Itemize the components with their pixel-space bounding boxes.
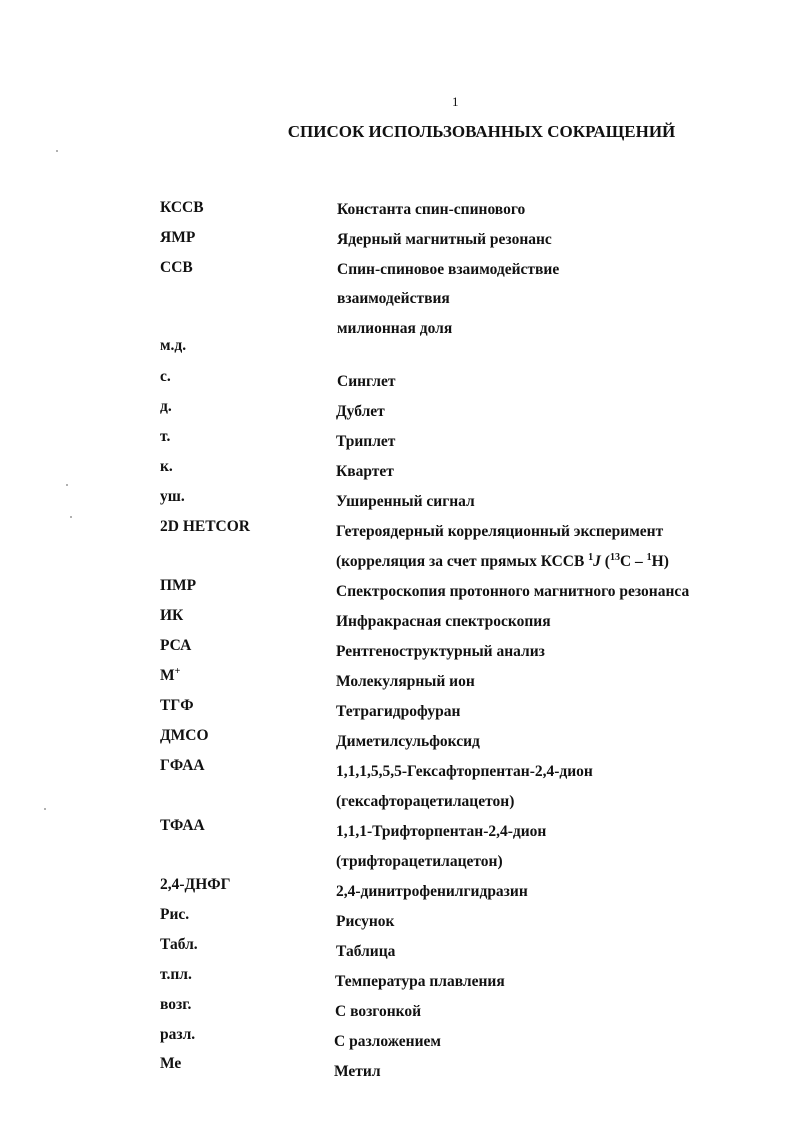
abbr-definition: Уширенный сигнал bbox=[336, 493, 475, 510]
definition-italic: J bbox=[593, 553, 601, 570]
scan-speck bbox=[66, 484, 68, 486]
abbr-term: т. bbox=[160, 428, 171, 445]
abbr-definition: Тетрагидрофуран bbox=[336, 703, 461, 720]
definition-superscript: 13 bbox=[609, 551, 620, 563]
abbr-definition: Рисунок bbox=[336, 913, 395, 930]
abbr-definition: милионная доля bbox=[337, 320, 453, 337]
abbr-term: Рис. bbox=[160, 906, 190, 923]
abbr-term: ТФАА bbox=[160, 817, 205, 834]
abbr-term: ССВ bbox=[160, 259, 193, 276]
abbr-term: уш. bbox=[160, 488, 185, 505]
abbr-definition: 1,1,1,5,5,5-Гексафторпентан-2,4-дион bbox=[336, 763, 593, 780]
abbr-definition: С разложением bbox=[334, 1033, 441, 1050]
scan-speck bbox=[44, 808, 46, 810]
abbr-term bbox=[160, 667, 180, 685]
abbr-definition: 1,1,1-Трифторпентан-2,4-дион bbox=[336, 823, 547, 840]
abbr-definition: Квартет bbox=[336, 463, 394, 480]
abbr-definition bbox=[336, 553, 669, 571]
term-base: М bbox=[160, 667, 175, 684]
abbr-definition: Дублет bbox=[336, 403, 385, 420]
abbr-term: возг. bbox=[160, 996, 192, 1013]
abbr-definition: (гексафторацетилацетон) bbox=[336, 793, 515, 810]
abbr-definition: Температура плавления bbox=[335, 973, 505, 990]
abbr-term: д. bbox=[160, 398, 172, 415]
abbr-definition: С возгонкой bbox=[335, 1003, 422, 1020]
abbr-term: 2,4-ДНФГ bbox=[160, 876, 231, 893]
abbr-term: ЯМР bbox=[160, 229, 196, 246]
abbr-term: Ме bbox=[160, 1055, 182, 1072]
definition-text: (корреляция за счет прямых КССВ bbox=[336, 553, 589, 570]
abbr-term: Табл. bbox=[160, 936, 198, 953]
definition-superscript: 1 bbox=[646, 551, 652, 563]
abbr-definition: взаимодействия bbox=[337, 290, 450, 307]
abbr-definition: Таблица bbox=[336, 943, 396, 960]
definition-text: C – bbox=[619, 553, 647, 570]
abbr-term: ТГФ bbox=[160, 697, 194, 714]
abbr-definition: Ядерный магнитный резонанс bbox=[337, 231, 552, 248]
abbr-term: т.пл. bbox=[160, 966, 192, 983]
abbr-term: ГФАА bbox=[160, 757, 205, 774]
abbr-term: с. bbox=[160, 368, 171, 385]
page-title: СПИСОК ИСПОЛЬЗОВАННЫХ СОКРАЩЕНИЙ bbox=[287, 122, 676, 141]
definition-text: ( bbox=[600, 553, 610, 570]
page-number: 1 bbox=[452, 94, 459, 109]
definition-text: H) bbox=[651, 553, 669, 570]
definition-superscript: 1 bbox=[588, 551, 594, 563]
abbr-term: м.д. bbox=[160, 337, 187, 354]
abbr-definition: Инфракрасная спектроскопия bbox=[336, 613, 551, 630]
abbr-definition: Диметилсульфоксид bbox=[336, 733, 480, 750]
abbr-term: РСА bbox=[160, 637, 192, 654]
abbr-definition: Триплет bbox=[336, 433, 396, 450]
scan-speck bbox=[70, 516, 72, 518]
abbr-definition: 2,4-динитрофенилгидразин bbox=[336, 883, 528, 900]
abbr-definition: Синглет bbox=[337, 373, 396, 390]
scan-speck bbox=[56, 150, 58, 152]
abbr-term: КССВ bbox=[160, 199, 204, 216]
abbr-definition: Молекулярный ион bbox=[336, 673, 475, 690]
abbr-definition: Рентгеноструктурный анализ bbox=[336, 643, 545, 660]
abbr-definition: Метил bbox=[334, 1063, 381, 1080]
abbr-definition: Спин-спиновое взаимодействие bbox=[337, 261, 560, 278]
abbr-definition: Константа спин-спинового bbox=[337, 201, 526, 218]
abbr-term: ИК bbox=[160, 607, 184, 624]
abbr-term: ПМР bbox=[160, 577, 197, 594]
term-superscript: + bbox=[174, 665, 181, 677]
abbr-definition: (трифторацетилацетон) bbox=[336, 853, 503, 870]
abbr-term: ДМСО bbox=[160, 727, 209, 744]
abbr-term: к. bbox=[160, 458, 173, 475]
abbr-definition: Спектроскопия протонного магнитного резонанса bbox=[336, 583, 690, 600]
abbr-term: 2D HETCOR bbox=[160, 518, 250, 535]
abbr-definition: Гетероядерный корреляционный эксперимент bbox=[336, 523, 664, 540]
abbr-term: разл. bbox=[160, 1026, 196, 1043]
